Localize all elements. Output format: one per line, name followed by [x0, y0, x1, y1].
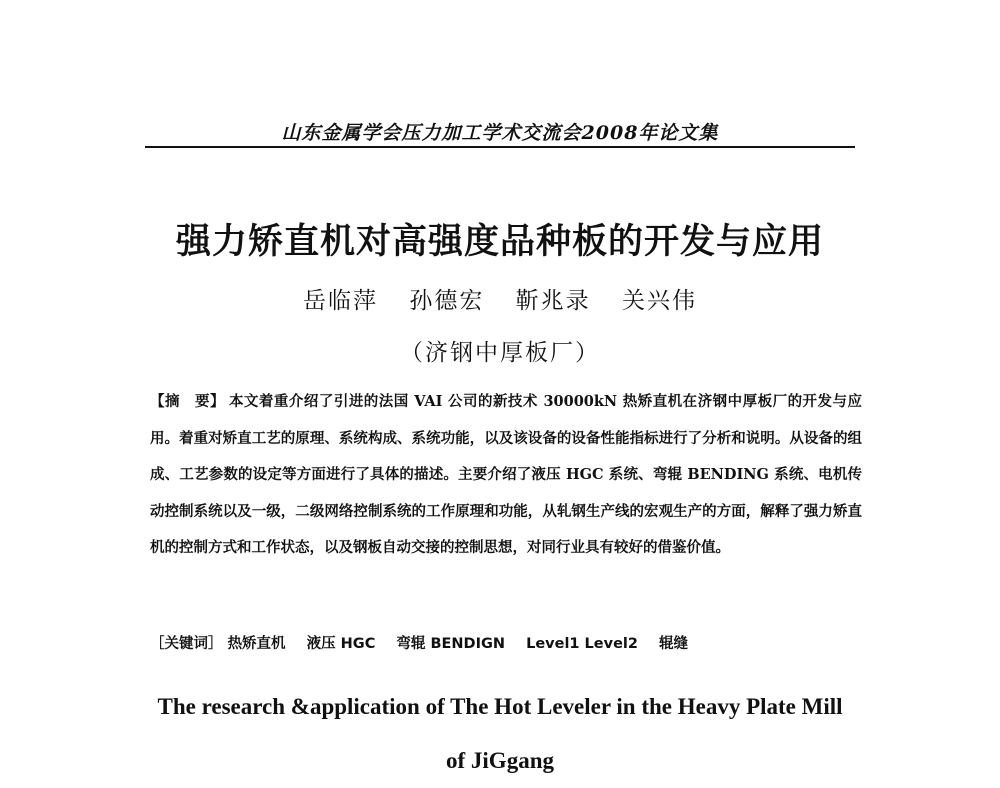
affiliation: （济钢中厚板厂） [400, 340, 600, 366]
keywords-label: ［关键词］ [150, 636, 223, 652]
author-name: 靳兆录 [515, 288, 591, 314]
header-rule [145, 146, 855, 148]
keyword: Level1 Level2 [526, 636, 638, 652]
proceedings-header: 山东金属学会压力加工学术交流会2008年论文集 [281, 122, 719, 144]
author-name: 孙德宏 [409, 288, 485, 314]
abstract-text: 本文着重介绍了引进的法国 VAI 公司的新技术 30000kN 热矫直机在济钢中厚板厂的开发与应用。着重对矫直工艺的原理、系统构成、系统功能，以及该设备的设备性能指标进行了分析和说明。从设备的组成、工艺参数的设定等方面进行了具体的描述。主要介绍了液压 HGC 系统、弯辊 BENDING 系统、电机传动控制系统以及一级，二级网络控制系统的工作原理和功能，从轧钢生产线的宏观生产的方面，解释了强力矫直机的控制方式和工作状态，以及钢板自动交接的控制思想，对同行业具有较好的借鉴价值。 [150, 393, 863, 556]
keyword: 弯辊 BENDIGN [396, 636, 506, 652]
abstract [150, 384, 862, 567]
english-title-line: of JiGgang [446, 748, 554, 773]
paper-title: 强力矫直机对高强度品种板的开发与应用 [175, 222, 824, 262]
author-name: 岳临萍 [303, 288, 379, 314]
keyword: 辊缝 [659, 636, 689, 652]
abstract-label: 【摘 要】 [150, 393, 225, 410]
keyword: 热矫直机 [227, 636, 286, 652]
english-title-line: The research &application of The Hot Leveler in the Heavy Plate Mill [157, 694, 843, 719]
keyword: 液压 HGC [306, 636, 376, 652]
english-title [100, 680, 900, 788]
keywords [150, 632, 862, 653]
author-list [100, 282, 900, 315]
author-name: 关兴伟 [621, 288, 697, 314]
